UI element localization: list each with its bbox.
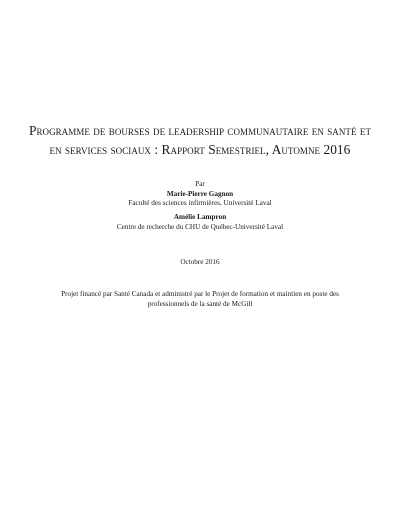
author-block-2 (20, 213, 380, 232)
author-affiliation: Faculté des sciences infirmières, Université Laval (128, 199, 272, 207)
author-name: Marie-Pierre Gagnon (166, 189, 234, 198)
funding-line-1: Projet financé par Santé Canada et administré par le Projet de formation et maintien en poste des (61, 290, 339, 298)
by-label: Par (195, 180, 205, 188)
author-block-1 (20, 180, 380, 209)
author-name: Amélie Lampron (173, 213, 227, 221)
title-line-2: en services sociaux : Rapport Semestriel, Automne 2016 (49, 142, 351, 157)
author-affiliation: Centre de recherche du CHU de Québec-Université Laval (116, 222, 284, 231)
date-text: Octobre 2016 (180, 258, 220, 266)
funding-statement (20, 289, 380, 309)
funding-line-2: professionnels de la santé de McGill (147, 300, 253, 308)
publication-date (20, 258, 380, 268)
title-line-1: Programme de bourses de leadership communautaire en santé et (28, 123, 371, 138)
document-title (20, 121, 380, 159)
